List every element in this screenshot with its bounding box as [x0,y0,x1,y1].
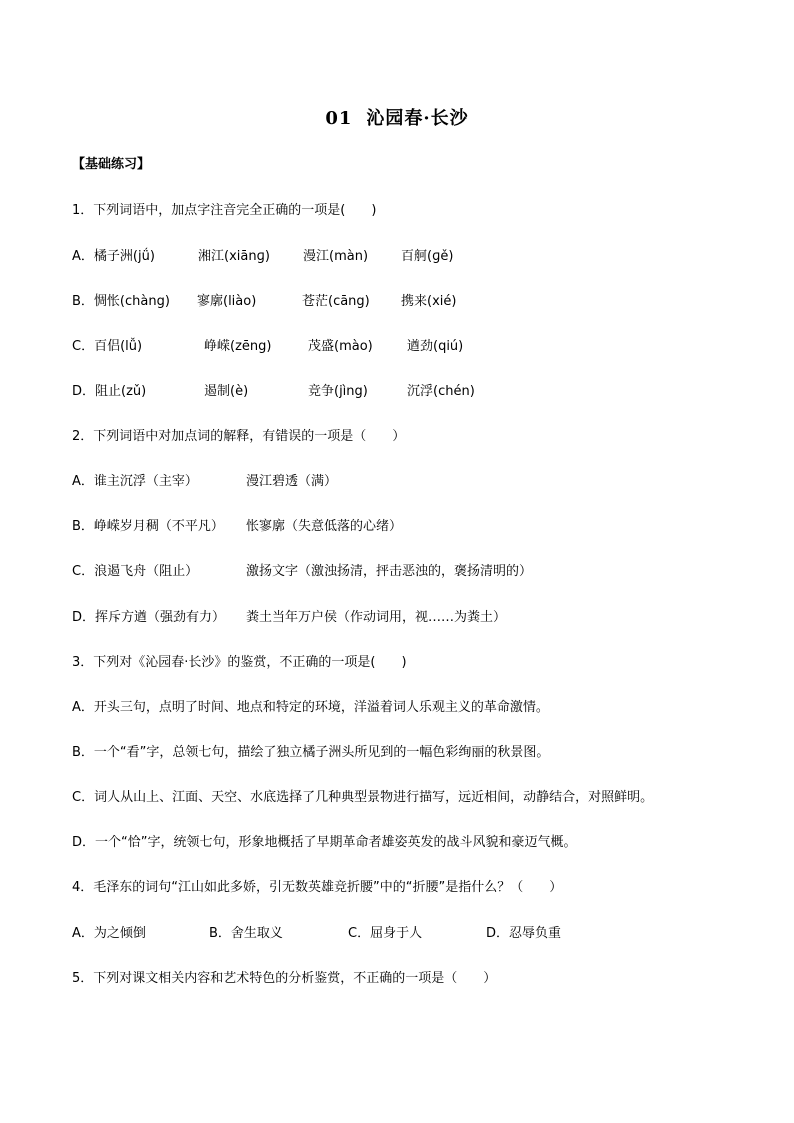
option-b-item-4: 携来(xié) [401,294,457,309]
question-2-stem: 2．下列词语中对加点词的解释，有错误的一项是（ ） [72,429,406,444]
option-a-item-3: 漫江(màn) [303,249,369,264]
option-a-item-4: 百舸(ɡě) [401,249,454,264]
option-d-part-2: 粪土当年万户侯（作动词用，视……为粪土） [246,610,507,625]
q4-option-a: A．为之倾倒 [72,926,146,941]
option-d-item-1: D．阻止(zǔ) [72,384,147,399]
question-1-stem: 1．下列词语中，加点字注音完全正确的一项是( ) [72,203,377,218]
question-1-option-a [72,247,722,267]
question-4-options [72,924,722,944]
option-d-item-2: 遏制(è) [204,384,249,399]
q4-option-d: D．忍辱负重 [486,926,562,941]
option-a-part-2: 漫江碧透（满） [246,474,338,489]
question-1-option-b [72,292,722,312]
title-text: 沁园春·长沙 [366,108,469,129]
question-2-option-d [72,608,722,628]
option-c-part-2: 激扬文字（激浊扬清，抨击恶浊的，褒扬清明的） [246,564,533,579]
option-c-item-3: 茂盛(mào) [308,339,373,354]
question-1-option-c [72,337,722,357]
option-b-item-2: 寥廓(liào) [197,294,257,309]
option-b-item-1: B．惆怅(chàng) [72,294,170,309]
document-title [0,104,794,130]
option-d-item-4: 沉浮(chén) [407,384,475,399]
question-2-option-b [72,517,722,537]
option-c-item-2: 峥嵘(zēng) [204,339,272,354]
q4-option-c: C．屈身于人 [348,926,423,941]
question-4-stem: 4．毛泽东的词句“江山如此多娇，引无数英雄竞折腰”中的“折腰”是指什么？（ ） [72,880,563,895]
option-d-part-1: D．挥斥方遒（强劲有力） [72,610,226,625]
question-2-option-a [72,472,722,492]
question-5-stem: 5．下列对课文相关内容和艺术特色的分析鉴赏，不正确的一项是（ ） [72,971,497,986]
option-b-part-1: B．峥嵘岁月稠（不平凡） [72,519,224,534]
question-2-option-c [72,562,722,582]
option-c-item-4: 遒劲(qiú) [407,339,464,354]
title-number: 01 [325,108,353,129]
option-c-part-1: C．浪遏飞舟（阻止） [72,564,199,579]
option-d-item-3: 竞争(jìng) [308,384,368,399]
question-3-option-c: C．词人从山上、江面、天空、水底选择了几种典型景物进行描写，远近相间，动静结合，对照鲜明。 [72,790,654,805]
q4-option-b: B．舍生取义 [209,926,283,941]
option-b-item-3: 苍茫(cāng) [302,294,370,309]
question-3-stem: 3．下列对《沁园春·长沙》的鉴赏，不正确的一项是( ) [72,655,407,670]
option-a-part-1: A．谁主沉浮（主宰） [72,474,198,489]
question-3-option-a: A．开头三句，点明了时间、地点和特定的环境，洋溢着词人乐观主义的革命激情。 [72,700,549,715]
option-a-item-2: 湘江(xiānɡ) [198,249,270,264]
question-1-option-d [72,382,722,402]
question-3-option-d: D．一个“恰”字，统领七句，形象地概括了早期革命者雄姿英发的战斗风貌和豪迈气概。 [72,835,577,850]
option-c-item-1: C．百侣(lǚ) [72,339,143,354]
option-b-part-2: 怅寥廓（失意低落的心绪） [246,519,403,534]
option-a-item-1: A．橘子洲(jǘ) [72,249,155,264]
question-3-option-b: B．一个“看”字，总领七句，描绘了独立橘子洲头所见到的一幅色彩绚丽的秋景图。 [72,745,550,760]
section-heading: 【基础练习】 [72,157,151,172]
